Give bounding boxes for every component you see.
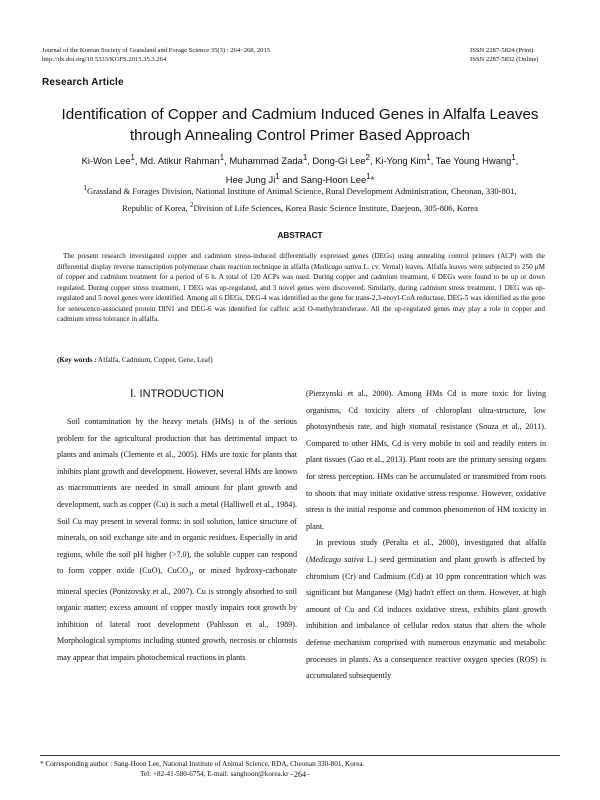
paragraph-text: , or mixed hydroxy-carbonate mineral species (Ponizovsky et al., 2007). Cu is strongly absorbed to soil organic matter; excess amount of copper mostly impairs root growth by inhibition of lateral root development (Pahlsson et al., 1989). Morphological symptoms including stunted growth, necrosis or chlorosis may appear that impairs photochemical reactions in plants: [57, 566, 297, 662]
author: Hee Jung Ji: [225, 174, 276, 186]
author-affil-mark: 2: [365, 153, 370, 162]
author-separator: ,: [430, 155, 436, 167]
paragraph-text: In previous study (Peralta et al., 2000), investigated that alfalfa (: [306, 538, 546, 564]
keywords-label: (Key words :: [57, 356, 97, 364]
issn-block: [470, 46, 539, 64]
affiliation-line-2: [50, 198, 550, 215]
footnote-contact: Tel: +82-41-580-6754, E-mail: sanghoon@korea.kr: [140, 770, 289, 778]
title-line-1: Identification of Copper and Cadmium Induced Genes in Alfalfa Leaves: [61, 106, 539, 123]
journal-citation: [42, 46, 270, 64]
author: Tae Young Hwang: [435, 155, 512, 167]
page-number: [0, 770, 600, 779]
author-separator: ,: [224, 155, 230, 167]
affiliations: [50, 181, 550, 215]
author-affil-mark: 1: [219, 153, 225, 162]
affil-number: 2: [189, 200, 194, 209]
paragraph-text: Soil contamination by the heavy metals (HMs) is of the serious problem for the agricultural production that has detrimental impact to plants and animals (Clemente et al., 2005). HMs are toxic for plants that inhibits plant growth and development. However, several HMs are known as macronutrients are needed in small amount for plant growth and development, such as copper (Cu) is such a metal (Halliwell et al., 1984). Soil Cu may present in several forms: in soil solution, lattice structure of minerals, on soil exchange site and in organic residues. Especially in arid regions, while the soil pH higher (>7.0), the soluble cupper can respond to form copper oxide (CuO), CuCO: [57, 417, 297, 576]
author-separator: and: [279, 174, 301, 186]
right-column: [306, 386, 546, 685]
author: Dong-Gi Lee: [312, 155, 366, 167]
article-type: Research Article: [42, 77, 124, 88]
subscript: 3: [188, 570, 192, 578]
affiliation-1: Grassland & Forages Division, National Institute of Animal Science, Rural Development Administration, Cheonan, 330-801,: [86, 185, 517, 196]
affil-number: 1: [83, 184, 87, 192]
section-heading: Ⅰ. INTRODUCTION: [130, 388, 224, 400]
author: Ki-Yong Kim: [375, 155, 427, 167]
page-number-text: −264−: [289, 770, 311, 779]
journal-line: Journal of the Korean Society of Grassland and Forage Science 35(3) : 264~268, 2015: [42, 47, 271, 54]
doi-line: http://dx.doi.org/10.5333/KGFS.2015.35.3.264: [42, 56, 167, 63]
author-separator: ,: [307, 155, 313, 167]
author-affil-mark: 1: [426, 153, 431, 162]
affiliation-line-1: [50, 181, 550, 198]
keywords-list: Alfalfa, Cadmium, Copper, Gene, Leaf): [96, 356, 213, 364]
author-affil-mark: 1: [511, 153, 516, 162]
author: Sang-Hoon Lee: [300, 174, 367, 186]
author-affil-mark: 1: [366, 172, 371, 182]
author: Muhammad Zada: [229, 155, 303, 167]
affiliation-2: Division of Life Sciences, Korea Basic Science Institute, Daejeon, 305-806, Korea: [193, 202, 478, 213]
title-line-2: through Annealing Control Primer Based Approach: [129, 127, 471, 144]
keywords: [57, 356, 213, 364]
abstract-text: The present research investigated copper and cadmium stress-induced differentially expressed genes (DEGs) using annealing control primers (ACP) with the differential display reverse transcription polymerase chain reaction technique in alfalfa (: [57, 252, 545, 271]
left-column: [57, 386, 297, 667]
footnote-rule: [40, 755, 560, 756]
abstract-heading: ABSTRACT: [277, 231, 323, 240]
author-affil-mark: 1: [275, 172, 280, 182]
corresponding-mark: *: [370, 174, 375, 186]
paper-title: [40, 104, 560, 146]
species-name: Medicago sativa: [313, 262, 362, 271]
paragraph: [57, 414, 297, 667]
abstract-text: L. cv. Vernal) leaves. Alfalfa leaves were subjected to 250 μM of copper and cadmium treatment for a period of 6 h. A total of 120 ACPs was used. During copper and cadmium treatment, 6 DEGs were found to be up or down regulated. During copper stress treatment, 1 DEG was up-regulated, and 3 novel genes were discovered. Similarly, during cadmium stress treatment, 1 DEG was up-regulated and 5 novel genes were identified. Among all 6 DEGs, DEG-4 was identified as the gene for trans-2,3-enoyl-CoA reductase, DEG-5 was identified as the gene for senescence-associated protein DIN1 and DEG-6 was identified for caffeic acid O-methyltransferase. All the up-regulated genes may play a role in copper and cadmium stress tolerance in alfalfa.: [57, 262, 545, 323]
species-name: Medicago sativa: [308, 554, 364, 564]
paragraph: (Pierzynski et al., 2000). Among HMs Cd is more toxic for living organisms, Cd toxicity alters of chloroplast ultra-structure, low photosynthesis rate, and high stomatal resistance (Souza et al., 2011). Compared to other HMs, Cd is very mobile in soil and readily enters in plant tissues (Gao et al., 2013). Plant roots are the primary sensing organs for stress perception. HMs can be accumulated or transmitted from roots to shoots that may initiate oxidative stress response. However, oxidative stress is the initial response and common phenomenon of HM toxicity in plant.: [306, 389, 546, 531]
author-line-1: [40, 150, 560, 169]
footnote-line: * Corresponding author : Sang-Hoon Lee, National Institute of Animal Science, RDA, Cheonan 330-801, Korea.: [40, 760, 365, 768]
author-separator: ,: [369, 155, 376, 167]
issn-online: ISSN 2287-5832 (Online): [470, 56, 539, 63]
author-separator: ,: [515, 155, 519, 167]
author-affil-mark: 1: [302, 153, 308, 162]
affiliation-1-cont: Republic of Korea,: [122, 202, 190, 213]
author-separator: ,: [134, 155, 141, 167]
issn-print: ISSN 2287-5824 (Print): [470, 47, 534, 54]
author-affil-mark: 1: [130, 153, 135, 162]
abstract-body: [57, 251, 545, 325]
author: Md. Atikur Rahman: [140, 155, 220, 167]
paragraph: [306, 535, 546, 684]
paragraph-text: L.) seed germination and plant growth is affected by chromium (Cr) and Cadmium (Cd) at 10 ppm concentration which was significant but Manganese (Mg) hadn't effect on them. However, at high amount of Cu and Cd induces oxidative stress, exhibits plant growth inhibition and imbalance of cellular redox status that alters the whole defense mechanism comprised with numerous enzymatic and metabolic processes in plants. As a consequence reactive oxygen species (ROS) is accumulated subsequently: [306, 554, 546, 681]
author: Ki-Won Lee: [81, 155, 131, 167]
